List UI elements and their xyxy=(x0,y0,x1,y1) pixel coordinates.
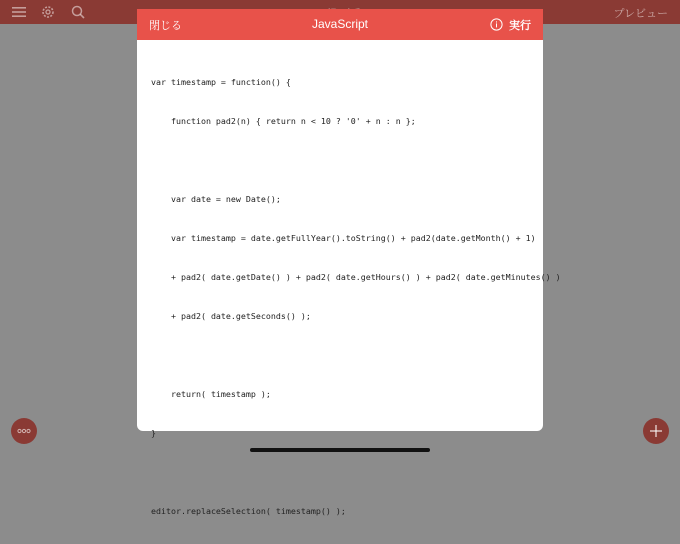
code-line: } xyxy=(151,428,156,438)
code-line xyxy=(151,154,533,167)
code-editor[interactable] xyxy=(151,50,561,516)
code-line: return( timestamp ); xyxy=(151,389,271,399)
javascript-modal xyxy=(137,9,561,516)
menu-icon[interactable] xyxy=(11,4,27,20)
code-line: var timestamp = date.getFullYear().toString() + pad2(date.getMonth() + 1) xyxy=(151,233,536,243)
search-icon[interactable] xyxy=(70,4,86,20)
code-line xyxy=(151,466,533,479)
code-line xyxy=(151,349,533,362)
code-line: + pad2( date.getDate() ) + pad2( date.getHours() ) + pad2( date.getMinutes() ) xyxy=(151,272,561,282)
code-line: var timestamp = function() { xyxy=(151,77,291,87)
preview-button[interactable]: プレビュー xyxy=(613,8,668,20)
more-dots-icon xyxy=(11,418,37,444)
gear-icon[interactable] xyxy=(40,4,56,20)
info-icon[interactable] xyxy=(490,18,503,31)
more-options-button[interactable] xyxy=(11,418,37,444)
code-line: function pad2(n) { return n < 10 ? '0' + n : n }; xyxy=(151,116,416,126)
code-line: var date = new Date(); xyxy=(151,194,281,204)
code-line: + pad2( date.getSeconds() ); xyxy=(151,311,311,321)
modal-title: JavaScript xyxy=(311,17,369,31)
plus-icon xyxy=(643,418,669,444)
add-button[interactable] xyxy=(643,418,669,444)
run-button[interactable]: 実行 xyxy=(509,20,531,32)
close-button[interactable]: 閉じる xyxy=(149,20,182,32)
code-line: editor.replaceSelection( timestamp() ); xyxy=(151,506,346,516)
modal-header xyxy=(137,9,543,40)
